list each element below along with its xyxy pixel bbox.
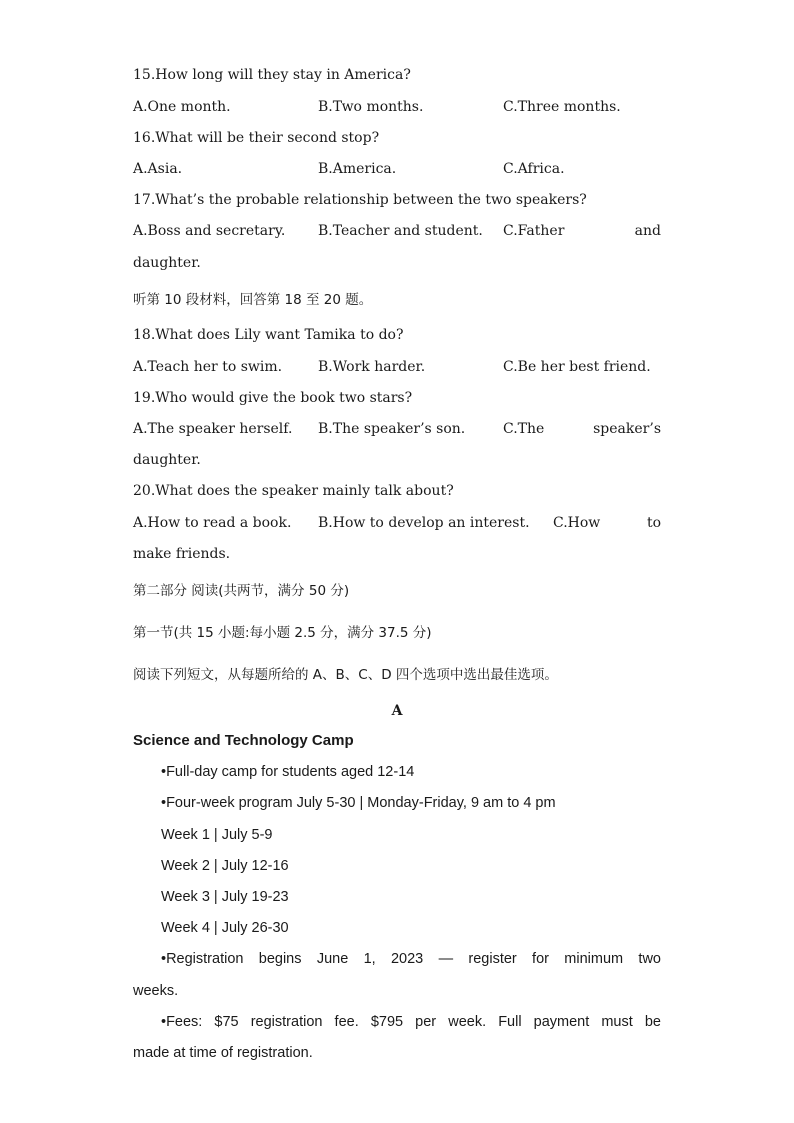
option-20-a: A.How to read a book. [133, 515, 292, 531]
passage-title: Science and Technology Camp [133, 732, 354, 749]
reading-instruction: 阅读下列短文，从每题所给的 A、B、C、D 四个选项中选出最佳选项。 [133, 667, 558, 683]
option-17-a: A.Boss and secretary. [133, 223, 286, 239]
option-17-b: B.Teacher and student. [318, 223, 483, 239]
week-1: Week 1 | July 5-9 [161, 827, 273, 843]
option-20-c: C.How [553, 515, 601, 531]
section-1-heading: 第一节(共 15 小题:每小题 2.5 分，满分 37.5 分) [133, 625, 432, 641]
option-16-b: B.America. [318, 161, 397, 177]
part-2-heading: 第二部分 阅读(共两节，满分 50 分) [133, 583, 350, 599]
question-18: 18.What does Lily want Tamika to do? [133, 327, 404, 343]
week-3: Week 3 | July 19-23 [161, 889, 289, 905]
fees-line-1: •Fees: $75 registration fee. $795 per week. Full payment must be [161, 1014, 661, 1030]
question-17: 17.What’s the probable relationship between the two speakers? [133, 192, 587, 208]
question-16: 16.What will be their second stop? [133, 130, 380, 146]
option-17-c-word: and [634, 223, 661, 239]
option-18-b: B.Work harder. [318, 359, 426, 375]
option-19-a: A.The speaker herself. [133, 421, 293, 437]
option-19-b: B.The speaker’s son. [318, 421, 466, 437]
question-19: 19.Who would give the book two stars? [133, 390, 413, 406]
week-2: Week 2 | July 12-16 [161, 858, 289, 874]
option-18-a: A.Teach her to swim. [133, 359, 283, 375]
option-20-c-continued: make friends. [133, 546, 231, 562]
section-10-heading: 听第 10 段材料，回答第 18 至 20 题。 [133, 292, 373, 308]
registration-line-1: •Registration begins June 1, 2023 — register for minimum two [161, 951, 661, 967]
option-20-c-word: to [646, 515, 661, 531]
fees-line-2: made at time of registration. [133, 1045, 313, 1061]
option-18-c: C.Be her best friend. [503, 359, 651, 375]
option-15-b: B.Two months. [318, 99, 424, 115]
option-19-c-word: speaker’s [593, 421, 661, 437]
option-17-c: C.Father [503, 223, 565, 239]
option-16-a: A.Asia. [133, 161, 183, 177]
option-16-c: C.Africa. [503, 161, 565, 177]
option-19-c: C.The [503, 421, 545, 437]
option-15-c: C.Three months. [503, 99, 621, 115]
question-20: 20.What does the speaker mainly talk about? [133, 483, 454, 499]
passage-bullet-2: •Four-week program July 5-30 | Monday-Friday, 9 am to 4 pm [161, 795, 556, 811]
passage-bullet-1: •Full-day camp for students aged 12-14 [161, 764, 415, 780]
week-4: Week 4 | July 26-30 [161, 920, 289, 936]
passage-letter: A [391, 703, 403, 719]
question-15: 15.How long will they stay in America? [133, 67, 411, 83]
option-15-a: A.One month. [133, 99, 231, 115]
registration-line-2: weeks. [133, 983, 179, 999]
option-19-c-continued: daughter. [133, 452, 201, 468]
option-20-b: B.How to develop an interest. [318, 515, 530, 531]
option-17-c-continued: daughter. [133, 255, 201, 271]
